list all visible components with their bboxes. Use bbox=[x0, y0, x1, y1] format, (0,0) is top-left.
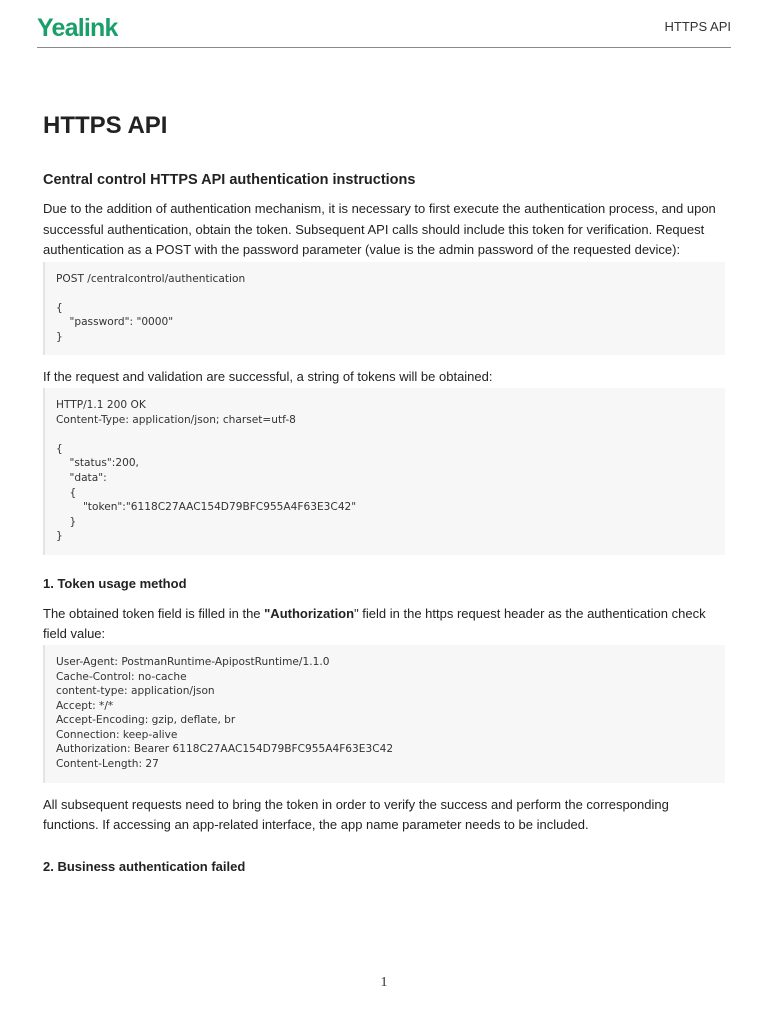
document-body bbox=[43, 108, 725, 877]
intro-paragraph: Due to the addition of authentication mechanism, it is necessary to first execute the authentication process, and upon successful authentication, obtain the token. Subsequent API calls should include this token for verification. Request authentication as a POST with the password parameter (value is the admin password of the requested device): bbox=[43, 201, 716, 257]
authorization-keyword: "Authorization bbox=[264, 605, 355, 621]
code-block-auth-request: POST /centralcontrol/authentication { "password": "0000" } bbox=[43, 262, 725, 356]
section-heading: Central control HTTPS API authentication instructions bbox=[43, 172, 416, 188]
code-block-request-headers: User-Agent: PostmanRuntime-ApipostRuntime/1.1.0 Cache-Control: no-cache content-type: application/json Accept: */* Accept-Encoding: gzip, deflate, br Connection: keep-alive Authorization: Bearer 6118C27AAC154D79BFC955A4F63E3C42 Content-Length: 27 bbox=[43, 645, 725, 783]
closing-paragraph: All subsequent requests need to bring the token in order to verify the success and perform the corresponding functions. If accessing an app-related interface, the app name parameter needs to be included. bbox=[43, 796, 669, 833]
success-paragraph: If the request and validation are successful, a string of tokens will be obtained: bbox=[43, 369, 493, 385]
yealink-logo: Yealink bbox=[37, 14, 118, 42]
token-usage-paragraph bbox=[43, 604, 725, 645]
header-doc-title: HTTPS API bbox=[664, 19, 731, 34]
subheading-auth-failed: 2. Business authentication failed bbox=[43, 858, 246, 874]
token-text-before: The obtained token field is filled in the bbox=[43, 605, 265, 621]
subheading-token-usage: 1. Token usage method bbox=[43, 575, 187, 591]
header-divider bbox=[37, 47, 731, 48]
token-text-after: " field in the https request header as the authentication check field value: bbox=[43, 605, 706, 642]
page-number: 1 bbox=[380, 975, 388, 990]
code-block-auth-response: HTTP/1.1 200 OK Content-Type: application/json; charset=utf-8 { "status":200, "data": { "token":"6118C27AAC154D79BFC955A4F63E3C42" } } bbox=[43, 388, 725, 555]
page-title: HTTPS API bbox=[43, 112, 168, 139]
